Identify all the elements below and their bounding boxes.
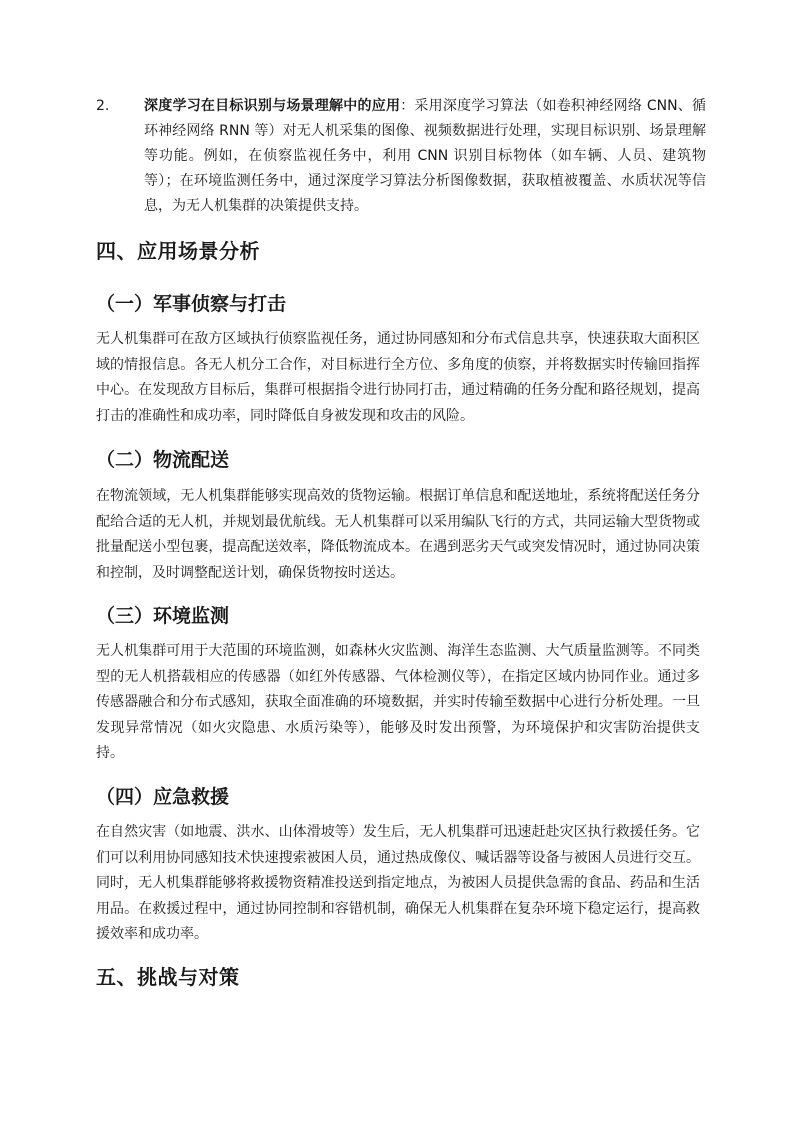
- subsection-heading-rescue: （四）应急救援: [96, 786, 230, 808]
- list-item-title: 深度学习在目标识别与场景理解中的应用: [144, 98, 401, 114]
- list-number: 2.: [96, 98, 110, 114]
- list-item-2: [96, 94, 706, 219]
- section-heading-5: 五、挑战与对策: [96, 965, 240, 989]
- list-item-text: [144, 94, 706, 219]
- subsection-heading-logistics: （二）物流配送: [96, 449, 230, 471]
- paragraph-environment: 无人机集群可用于大范围的环境监测，如森林火灾监测、海洋生态监测、大气质量监测等。不同类型的无人机搭载相应的传感器（如红外传感器、气体检测仪等），在指定区域内协同作业。通过多传感器融合和分布式感知，获取全面准确的环境数据，并实时传输至数据中心进行分析处理。一旦发现异常情况（如火灾隐患、水质污染等），能够及时发出预警，为环境保护和灾害防治提供支持。: [96, 643, 700, 761]
- paragraph-logistics: 在物流领域，无人机集群能够实现高效的货物运输。根据订单信息和配送地址，系统将配送任务分配给合适的无人机，并规划最优航线。无人机集群可以采用编队飞行的方式，共同运输大型货物或批量配送小型包裹，提高配送效率，降低物流成本。在遇到恶劣天气或突发情况时，通过协同决策和控制，及时调整配送计划，确保货物按时送达。: [96, 488, 700, 581]
- paragraph-rescue: 在自然灾害（如地震、洪水、山体滑坡等）发生后，无人机集群可迅速赶赴灾区执行救援任务。它们可以利用协同感知技术快速搜索被困人员，通过热成像仪、喊话器等设备与被困人员进行交互。同时，无人机集群能够将救援物资精准投送到指定地点，为被困人员提供急需的食品、药品和生活用品。在救援过程中，通过协同控制和容错机制，确保无人机集群在复杂环境下稳定运行，提高救援效率和成功率。: [96, 824, 700, 942]
- paragraph-military: 无人机集群可在敌方区域执行侦察监视任务，通过协同感知和分布式信息共享，快速获取大面积区域的情报信息。各无人机分工合作，对目标进行全方位、多角度的侦察，并将数据实时传输回指挥中心。在发现敌方目标后，集群可根据指令进行协同打击，通过精确的任务分配和路径规划，提高打击的准确性和成功率，同时降低自身被发现和攻击的风险。: [96, 331, 700, 424]
- subsection-heading-environment: （三）环境监测: [96, 605, 230, 627]
- list-item-colon: ：: [400, 98, 415, 114]
- section-heading-4: 四、应用场景分析: [96, 239, 260, 263]
- subsection-heading-military: （一）军事侦察与打击: [96, 293, 287, 315]
- list-item-body: 采用深度学习算法（如卷积神经网络 CNN、循环神经网络 RNN 等）对无人机采集的图像、视频数据进行处理，实现目标识别、场景理解等功能。例如，在侦察监视任务中，利用 CNN 识别目标物体（如车辆、人员、建筑物等）；在环境监测任务中，通过深度学习算法分析图像数据，获取植被覆盖、水质状况等信息，为无人机集群的决策提供支持。: [144, 98, 707, 214]
